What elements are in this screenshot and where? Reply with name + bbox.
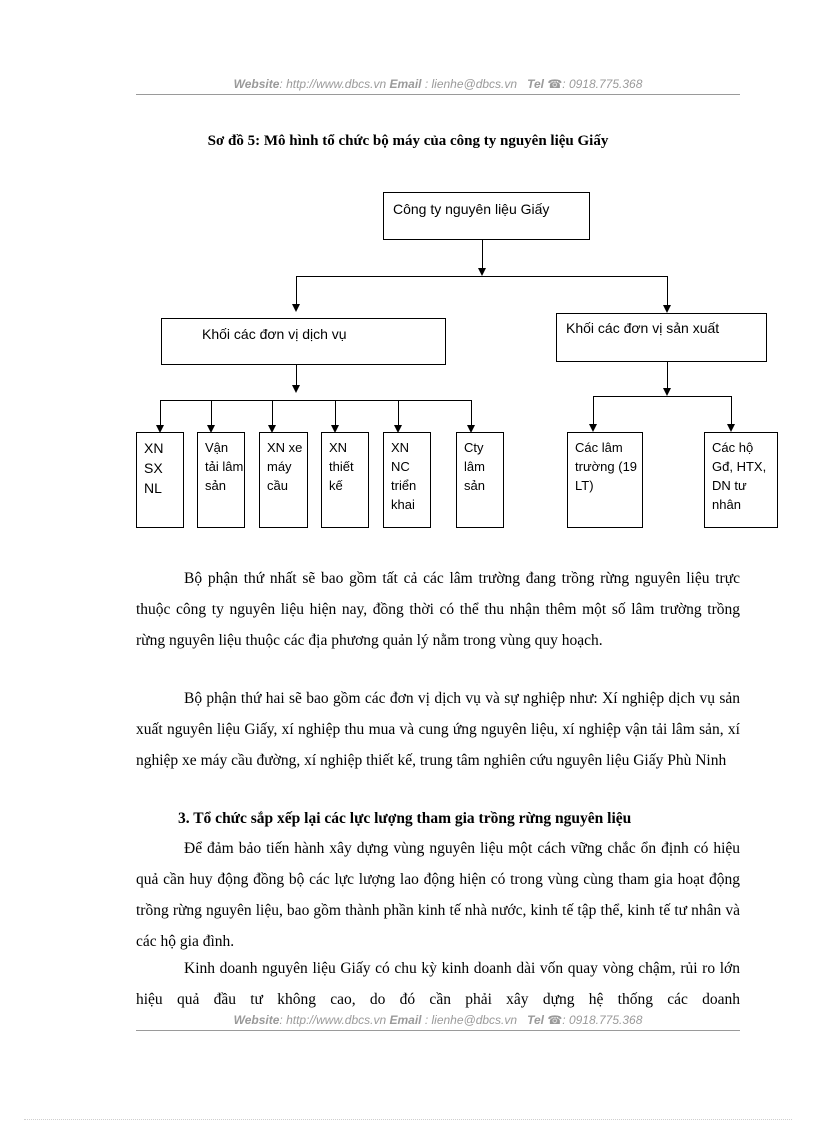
header-tel-label: Tel bbox=[527, 77, 544, 91]
org-production-block bbox=[556, 313, 767, 362]
production-block-label: Khối các đơn vị sản xuất bbox=[566, 320, 720, 336]
section-heading: 3. Tổ chức sắp xếp lại các lực lượng tham gia trồng rừng nguyên liệu bbox=[178, 810, 632, 827]
unit-xn-nc-trien-khai: XN NC triển khai bbox=[383, 432, 431, 528]
header-tel: ☎: 0918.775.368 bbox=[547, 77, 643, 91]
paragraph-4: Kinh doanh nguyên liệu Giấy có chu kỳ kinh doanh dài vốn quay vòng chậm, rủi ro lớn hiệu quả đầu tư không cao, do đó cần phải xây dựng hệ thống các doanh bbox=[136, 960, 740, 1008]
footer-tel: ☎: 0918.775.368 bbox=[547, 1013, 643, 1027]
org-service-block bbox=[161, 318, 446, 365]
unit-cac-ho-gd: Các hộ Gđ, HTX, DN tư nhân bbox=[704, 432, 778, 528]
unit-cac-lam-truong: Các lâm trường (19 LT) bbox=[567, 432, 643, 528]
unit-van-tai-lam-san: Vận tải lâm sản bbox=[197, 432, 245, 528]
unit-xn-xe-may-cau: XN xe máy cầu bbox=[259, 432, 308, 528]
header-website[interactable]: : http://www.dbcs.vn bbox=[279, 77, 387, 91]
paragraph-1: Bộ phận thứ nhất sẽ bao gồm tất cả các lâm trường đang trồng rừng nguyên liệu trực thuộc công ty nguyên liệu hiện nay, đồng thời có thể thu nhận thêm một số lâm trường trồng rừng nguyên liệu thuộc các địa phương quản lý nằm trong vùng quy hoạch. bbox=[136, 570, 740, 649]
unit-xn-thiet-ke: XN thiết kế bbox=[321, 432, 369, 528]
unit-cty-lam-san: Cty lâm sản bbox=[456, 432, 504, 528]
unit-xn-sx-nl: XN SX NL bbox=[136, 432, 184, 528]
header-email-label: Email bbox=[389, 77, 422, 91]
footer-email-label: Email bbox=[389, 1013, 422, 1027]
header-website-label: Website bbox=[233, 77, 280, 91]
header-email[interactable]: : lienhe@dbcs.vn bbox=[421, 77, 518, 91]
org-root-box bbox=[383, 192, 590, 240]
diagram-title: Sơ đồ 5: Mô hình tổ chức bộ máy của công ty nguyên liệu Giấy bbox=[207, 133, 609, 149]
footer-website[interactable]: : http://www.dbcs.vn bbox=[279, 1013, 387, 1027]
page-bottom-rule bbox=[24, 1119, 792, 1120]
footer-website-label: Website bbox=[233, 1013, 280, 1027]
paragraph-2: Bộ phận thứ hai sẽ bao gồm các đơn vị dịch vụ và sự nghiệp như: Xí nghiệp dịch vụ sản xuất nguyên liệu Giấy, xí nghiệp thu mua và cung ứng nguyên liệu, xí nghiệp vận tải lâm sản, xí nghiệp xe máy cầu đường, xí nghiệp thiết kế, trung tâm nghiên cứu nguyên liệu Giấy Phù Ninh bbox=[136, 690, 740, 769]
footer-tel-label: Tel bbox=[527, 1013, 544, 1027]
org-root-label: Công ty nguyên liệu Giấy bbox=[393, 201, 550, 217]
paragraph-3: Để đảm bảo tiến hành xây dựng vùng nguyên liệu một cách vững chắc ổn định có hiệu quả cần huy động đồng bộ các lực lượng lao động hiện có trong vùng cùng tham gia hoạt động trồng rừng nguyên liệu, bao gồm thành phần kinh tế nhà nước, kinh tế tập thể, kinh tế tư nhân và các hộ gia đình. bbox=[136, 840, 740, 950]
service-block-label: Khối các đơn vị dịch vụ bbox=[202, 326, 347, 342]
page-header bbox=[136, 77, 740, 95]
page-footer bbox=[136, 1013, 740, 1031]
footer-email[interactable]: : lienhe@dbcs.vn bbox=[421, 1013, 518, 1027]
